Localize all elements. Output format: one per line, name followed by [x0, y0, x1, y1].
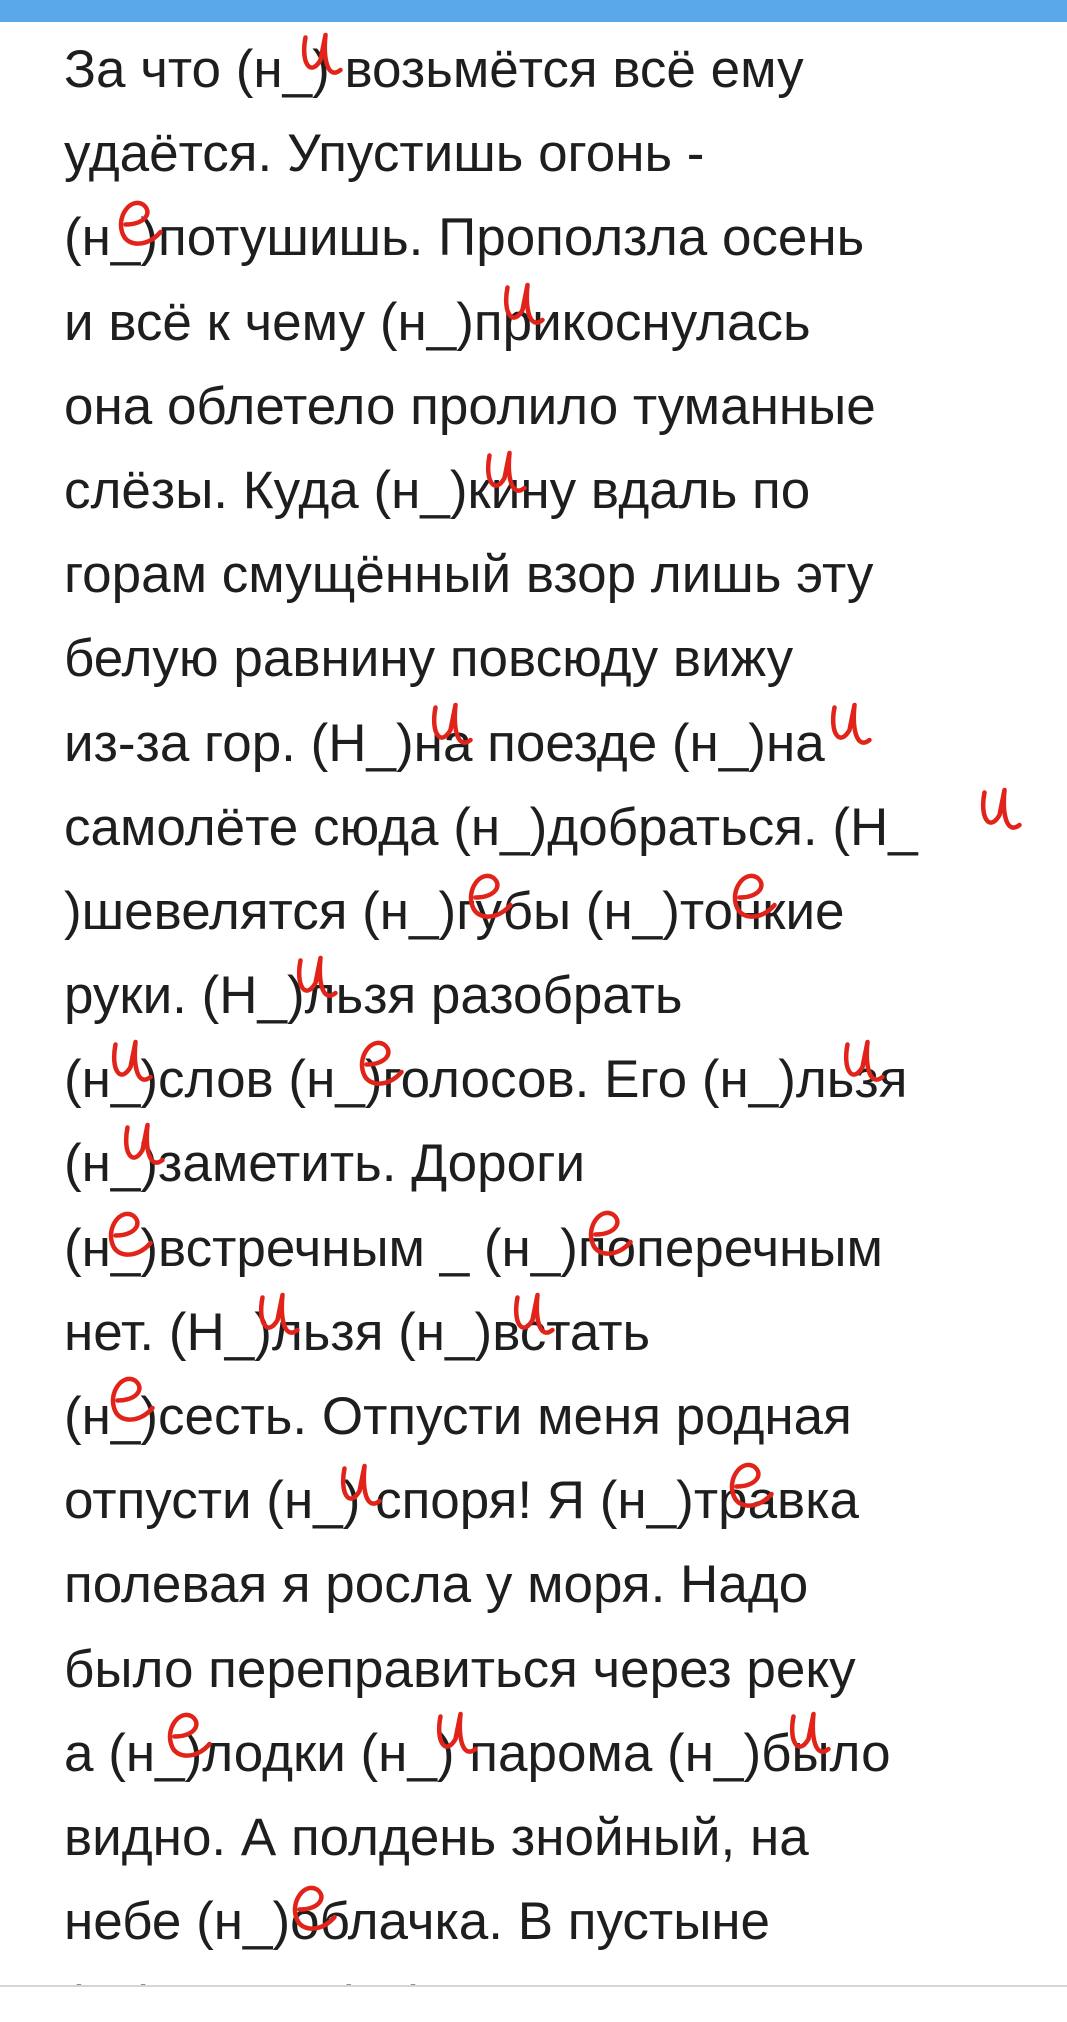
bottom-strip [0, 1987, 1067, 2022]
text-line: нет. (Н_)льзя (н_)встать [64, 1302, 651, 1362]
text-line: горам смущённый взор лишь эту [64, 545, 874, 605]
text-line: отпусти (н_) споря! Я (н_)травка [64, 1471, 860, 1531]
text-line: видно. А полдень знойный, на [64, 1807, 809, 1867]
text-line: (н_)слов (н_)голосов. Его (н_)льзя [64, 1050, 908, 1110]
text-line: а (н_)лодки (н_) парома (н_)было [64, 1723, 891, 1783]
text-line: самолёте сюда (н_)добраться. (Н_ [64, 797, 918, 857]
text-line: За что (н_) возьмётся всё ему [64, 40, 804, 99]
text-line: )шевелятся (н_)губы (н_)тонкие [64, 881, 845, 941]
text-line: (н_)встречным _ (н_)поперечным [64, 1218, 883, 1278]
text-line: небе (н_)облачка. В пустыне [64, 1892, 771, 1952]
text-line: слёзы. Куда (н_)кину вдаль по [64, 460, 811, 520]
text-line: руки. (Н_)льзя разобрать [64, 966, 683, 1026]
text-line: полевая я росла у моря. Надо [64, 1555, 809, 1615]
text-line: и всё к чему (н_)прикоснулась [64, 292, 811, 352]
text-line: из-за гор. (Н_)на поезде (н_)на [64, 713, 825, 773]
text-line: (н_)потушишь. Проползла осень [64, 208, 865, 268]
top-status-bar [0, 0, 1067, 22]
text-line: было переправиться через реку [64, 1639, 856, 1699]
text-line: удаётся. Упустишь огонь - [64, 124, 705, 184]
text-line: она облетело пролило туманные [64, 376, 876, 436]
text-line: белую равнину повсюду вижу [64, 629, 794, 689]
text-line: (н_)заметить. Дороги [64, 1134, 586, 1194]
exercise-text [64, 28, 1054, 2022]
text-line: (н_)сесть. Отпусти меня родная [64, 1387, 852, 1446]
